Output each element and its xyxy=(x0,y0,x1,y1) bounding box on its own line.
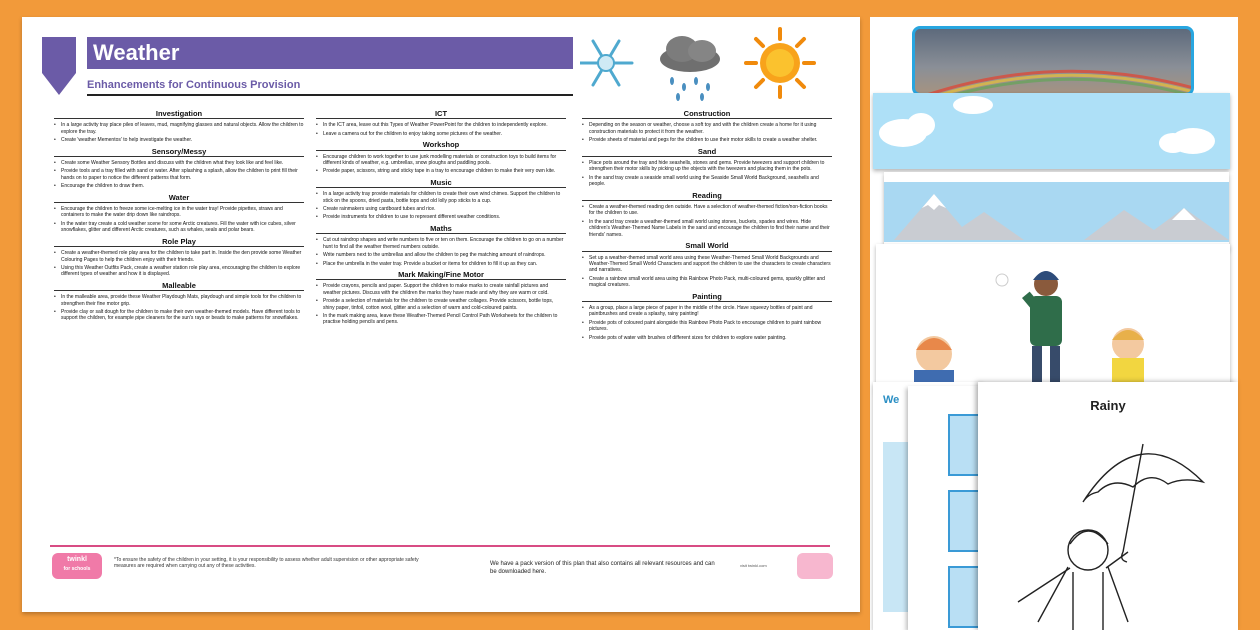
list-item: • Provide pots of water with brushes of different sizes for children to explore water painting. xyxy=(582,335,832,341)
section-maths xyxy=(316,223,566,267)
list-item: • Provide clay or salt dough for the children to make their own weather-themed models. Have different tools to support the children, for example pipe cleaners for the sun's rays or beads to make patterns for snowflakes. xyxy=(54,309,304,322)
section-heading: Sand xyxy=(582,149,832,157)
section-heading: Music xyxy=(316,180,566,188)
list-item: • Provide a selection of materials for the children to create weather collages. Provide scissors, bottle tops, shiny paper, tinfoil, cotton wool, glitter and a selection of warm and cold-coloured paints. xyxy=(316,298,566,311)
cloud-icon xyxy=(873,93,1230,169)
section-sensory-messy xyxy=(54,146,304,190)
footer-divider xyxy=(50,545,830,547)
child-character-icon xyxy=(996,271,1062,386)
page-title: Weather xyxy=(87,37,573,69)
section-heading: Investigation xyxy=(54,111,304,119)
pack-note: We have a pack version of this plan that also contains all relevant resources and can be downloaded here. xyxy=(490,561,715,575)
section-list xyxy=(582,255,832,289)
section-list xyxy=(316,154,566,175)
section-ict xyxy=(316,111,566,137)
section-heading: Workshop xyxy=(316,142,566,150)
section-heading: Painting xyxy=(582,294,832,302)
section-water xyxy=(54,192,304,234)
characters-card xyxy=(876,244,1230,394)
section-list xyxy=(582,122,832,143)
list-item: • Leave a camera out for the children to enjoy taking some pictures of the weather. xyxy=(316,131,566,137)
plan-document xyxy=(22,17,860,612)
section-heading: Water xyxy=(54,195,304,203)
colouring-page-card xyxy=(978,382,1238,630)
list-item: • In a large activity tray place piles of leaves, mud, magnifying glasses and natural objects. Allow the children to explore the tray. xyxy=(54,122,304,135)
list-item: • Create some Weather Sensory Bottles and discuss with the children what they look like and feel like. xyxy=(54,160,304,166)
section-construction xyxy=(582,111,832,144)
list-item: • In the water tray create a cold weather scene for some Arctic creatures. Fill the water with ice cubes, silver snowflakes, glitter and different Arctic creatures, such as whales, seals and polar bears. xyxy=(54,221,304,234)
section-music xyxy=(316,177,566,221)
list-item: • In the ICT area, leave out this Types of Weather PowerPoint for the children to independently explore. xyxy=(316,122,566,128)
mountain-icon xyxy=(884,172,1229,250)
list-item: • As a group, place a large piece of paper in the middle of the circle. Have squeezy bottles of paint and paintbrushes and create a splashy, rainy painting! xyxy=(582,305,832,318)
section-list xyxy=(54,250,304,278)
list-item: • In the malleable area, provide these Weather Playdough Mats, playdough and simple tools for the children to strengthen their fine motor grip. xyxy=(54,294,304,307)
list-item: • Provide paper, scissors, string and sticky tape in a tray to encourage children to make their very own kite. xyxy=(316,168,566,174)
list-item: • Encourage children to work together to use junk modelling materials or construction toys to build items for different kinds of weather, e.g. umbrellas, snow ploughs and paddling pools. xyxy=(316,154,566,167)
list-item: • Create a weather-themed role play area for the children to take part in. Inside the den provide some Weather Colouring Pages to help the children enjoy with their friends. xyxy=(54,250,304,263)
umbrella-girl-illustration xyxy=(978,422,1238,630)
twinkl-badge-icon xyxy=(797,553,833,579)
section-list xyxy=(54,206,304,234)
section-list xyxy=(316,237,566,267)
section-list xyxy=(54,122,304,143)
list-item: • In the mark making area, leave these Weather-Themed Pencil Control Path Worksheets for the children to practise holding pencils and pens. xyxy=(316,313,566,326)
list-item: • Cut out raindrop shapes and write numbers to five or ten on them. Encourage the children to go on a number hunt to find all the weather themed numbers outside. xyxy=(316,237,566,250)
plan-column-2 xyxy=(316,111,566,331)
section-heading: ICT xyxy=(316,111,566,119)
list-item: • In the sand tray create a weather-themed small world using stones, buckets, spades and wires. Hide children's Weather-Themed Name Labels in the sand and encourage the children to find their name and their friends' names. xyxy=(582,219,832,238)
rainbow-icon xyxy=(915,29,1194,96)
footer-small-text: visit twinkl.com xyxy=(740,563,767,568)
rain-cloud-icon xyxy=(660,36,720,101)
section-painting xyxy=(582,291,832,341)
list-item: • Provide tools and a tray filled with sand or water. After splashing a splash, allow the children to print fill their hands on to paper to notice the different patterns that form. xyxy=(54,168,304,181)
list-item: • In the sand tray create a seaside small world using the Seaside Small World Background, seashells and people. xyxy=(582,175,832,188)
plan-column-1 xyxy=(54,111,304,327)
section-malleable xyxy=(54,280,304,322)
section-mark-making-fine-motor xyxy=(316,269,566,326)
list-item: • Set up a weather-themed small world area using these Weather-Themed Small World Backgrounds and Weather-Themed Small World Characters and support the children to use the characters to create characters and narratives. xyxy=(582,255,832,274)
rainbow-photo xyxy=(912,26,1194,96)
section-heading: Small World xyxy=(582,243,832,251)
section-list xyxy=(582,204,832,238)
weather-icons xyxy=(580,23,830,103)
list-item: • Depending on the season or weather, choose a soft toy and with the children create a home for it using construction materials to protect it from the weather. xyxy=(582,122,832,135)
section-reading xyxy=(582,190,832,238)
section-heading: Reading xyxy=(582,193,832,201)
children-illustration xyxy=(876,244,1230,394)
colouring-page-title: Rainy xyxy=(1090,398,1126,413)
section-list xyxy=(582,160,832,188)
section-list xyxy=(316,122,566,137)
list-item: • Provide pots of coloured paint alongside this Rainbow Photo Pack to encourage children to paint rainbow pictures. xyxy=(582,320,832,333)
list-item: • Place the umbrella in the water tray. Provide a bucket or items for children to fill it up as they can. xyxy=(316,261,566,267)
twinkl-logo: twinkl for schools xyxy=(52,553,102,579)
section-workshop xyxy=(316,142,566,175)
bookmark-ribbon xyxy=(42,37,76,95)
list-item: • Create a rainbow small world area using this Rainbow Photo Pack, multi-coloured gems, sparkly glitter and magical creatures. xyxy=(582,276,832,289)
section-sand xyxy=(582,146,832,188)
section-heading: Role Play xyxy=(54,239,304,247)
list-item: • Create a weather-themed reading den outside. Have a selection of weather-themed fiction/non-fiction books for the children to use. xyxy=(582,204,832,217)
list-item: • Provide sheets of material and pegs for the children to use their motor skills to create a weather shelter. xyxy=(582,137,832,143)
section-heading: Maths xyxy=(316,226,566,234)
sky-background-card xyxy=(873,93,1230,169)
page-subtitle: Enhancements for Continuous Provision xyxy=(87,79,301,91)
section-heading: Malleable xyxy=(54,283,304,291)
list-item: • Encourage the children to draw them. xyxy=(54,183,304,189)
plan-column-3 xyxy=(582,111,832,346)
section-heading: Mark Making/Fine Motor xyxy=(316,272,566,280)
list-item: • Place pots around the tray and hide seashells, stones and gems. Provide tweezers and support children to strengthen their motor skills by picking up the objects with the tweezers and placing them in the pots. xyxy=(582,160,832,173)
section-heading: Sensory/Messy xyxy=(54,149,304,157)
section-investigation xyxy=(54,111,304,144)
section-list xyxy=(54,160,304,190)
section-list xyxy=(316,283,566,325)
section-list xyxy=(582,305,832,341)
worksheet-card: We xyxy=(873,382,983,630)
list-item: • In a large activity tray provide materials for children to create their own wind chimes. Support the children to stick on the spoons, dried pasta, bottle tops and old lolly pop sticks to a cup. xyxy=(316,191,566,204)
section-heading: Construction xyxy=(582,111,832,119)
section-list xyxy=(316,191,566,221)
list-item: • Encourage the children to freeze some ice-melting ice in the water tray! Provide pipettes, straws and containers to make the water drip down like raindrops. xyxy=(54,206,304,219)
list-item: • Provide instruments for children to use to represent different weather conditions. xyxy=(316,214,566,220)
list-item: • Create rainmakers using cardboard tubes and rice. xyxy=(316,206,566,212)
list-item: • Create 'weather Mementos' to help investigate the weather. xyxy=(54,137,304,143)
list-item: • Provide crayons, pencils and paper. Support the children to make marks to create rainfall pictures and weather pictures. Discuss with the children the marks they have made and why they are warm or cold. xyxy=(316,283,566,296)
list-item: • Write numbers next to the umbrellas and allow the children to peg the matching amount of raindrops. xyxy=(316,252,566,258)
snowflake-icon xyxy=(580,41,632,85)
section-role-play xyxy=(54,236,304,278)
title-divider xyxy=(87,94,573,96)
list-item: • Using this Weather Outfits Pack, create a weather station role play area, encouraging the children to explore different types of weather and how it is displayed. xyxy=(54,265,304,278)
section-small-world xyxy=(582,243,832,288)
section-list xyxy=(54,294,304,322)
sun-icon xyxy=(746,29,814,97)
mountain-background-card xyxy=(884,172,1229,250)
safety-note: *To ensure the safety of the children in your setting, it is your responsibility to assess whether adult supervision or other appropriate safety measures are required when carrying out any of these activities. xyxy=(114,557,419,569)
